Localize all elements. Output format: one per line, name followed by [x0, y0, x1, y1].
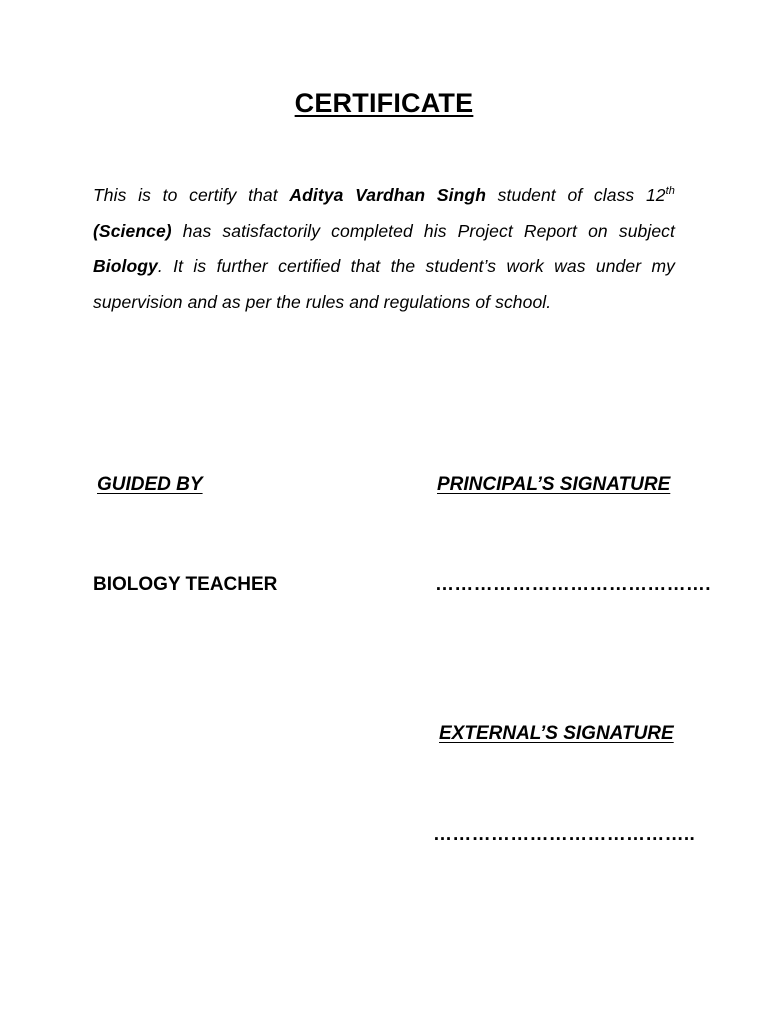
paragraph-class: student of class 12	[486, 185, 666, 205]
class-superscript: th	[665, 185, 675, 197]
paragraph-project: has satisfactorily completed his Project Report on subject	[171, 220, 675, 241]
student-name: Aditya Vardhan Singh	[289, 185, 486, 205]
external-signature-line: …………………………………..	[433, 824, 696, 845]
principal-signature-label: PRINCIPAL’S SIGNATURE	[437, 474, 671, 495]
stream-name: (Science)	[93, 220, 172, 241]
biology-teacher-label: BIOLOGY TEACHER	[93, 574, 278, 595]
paragraph-closing: . It is further certified that the student’s work was under my supervision and as per the rules and regulations of school.	[93, 256, 675, 312]
external-signature-label: EXTERNAL’S SIGNATURE	[439, 723, 674, 744]
guided-by-label: GUIDED BY	[97, 474, 203, 495]
certificate-paragraph	[93, 178, 675, 320]
subject-name: Biology	[93, 256, 158, 276]
paragraph-intro: This is to certify that	[93, 185, 290, 205]
certificate-title: CERTIFICATE	[294, 88, 474, 118]
principal-signature-line: …………………………………….	[435, 574, 711, 595]
